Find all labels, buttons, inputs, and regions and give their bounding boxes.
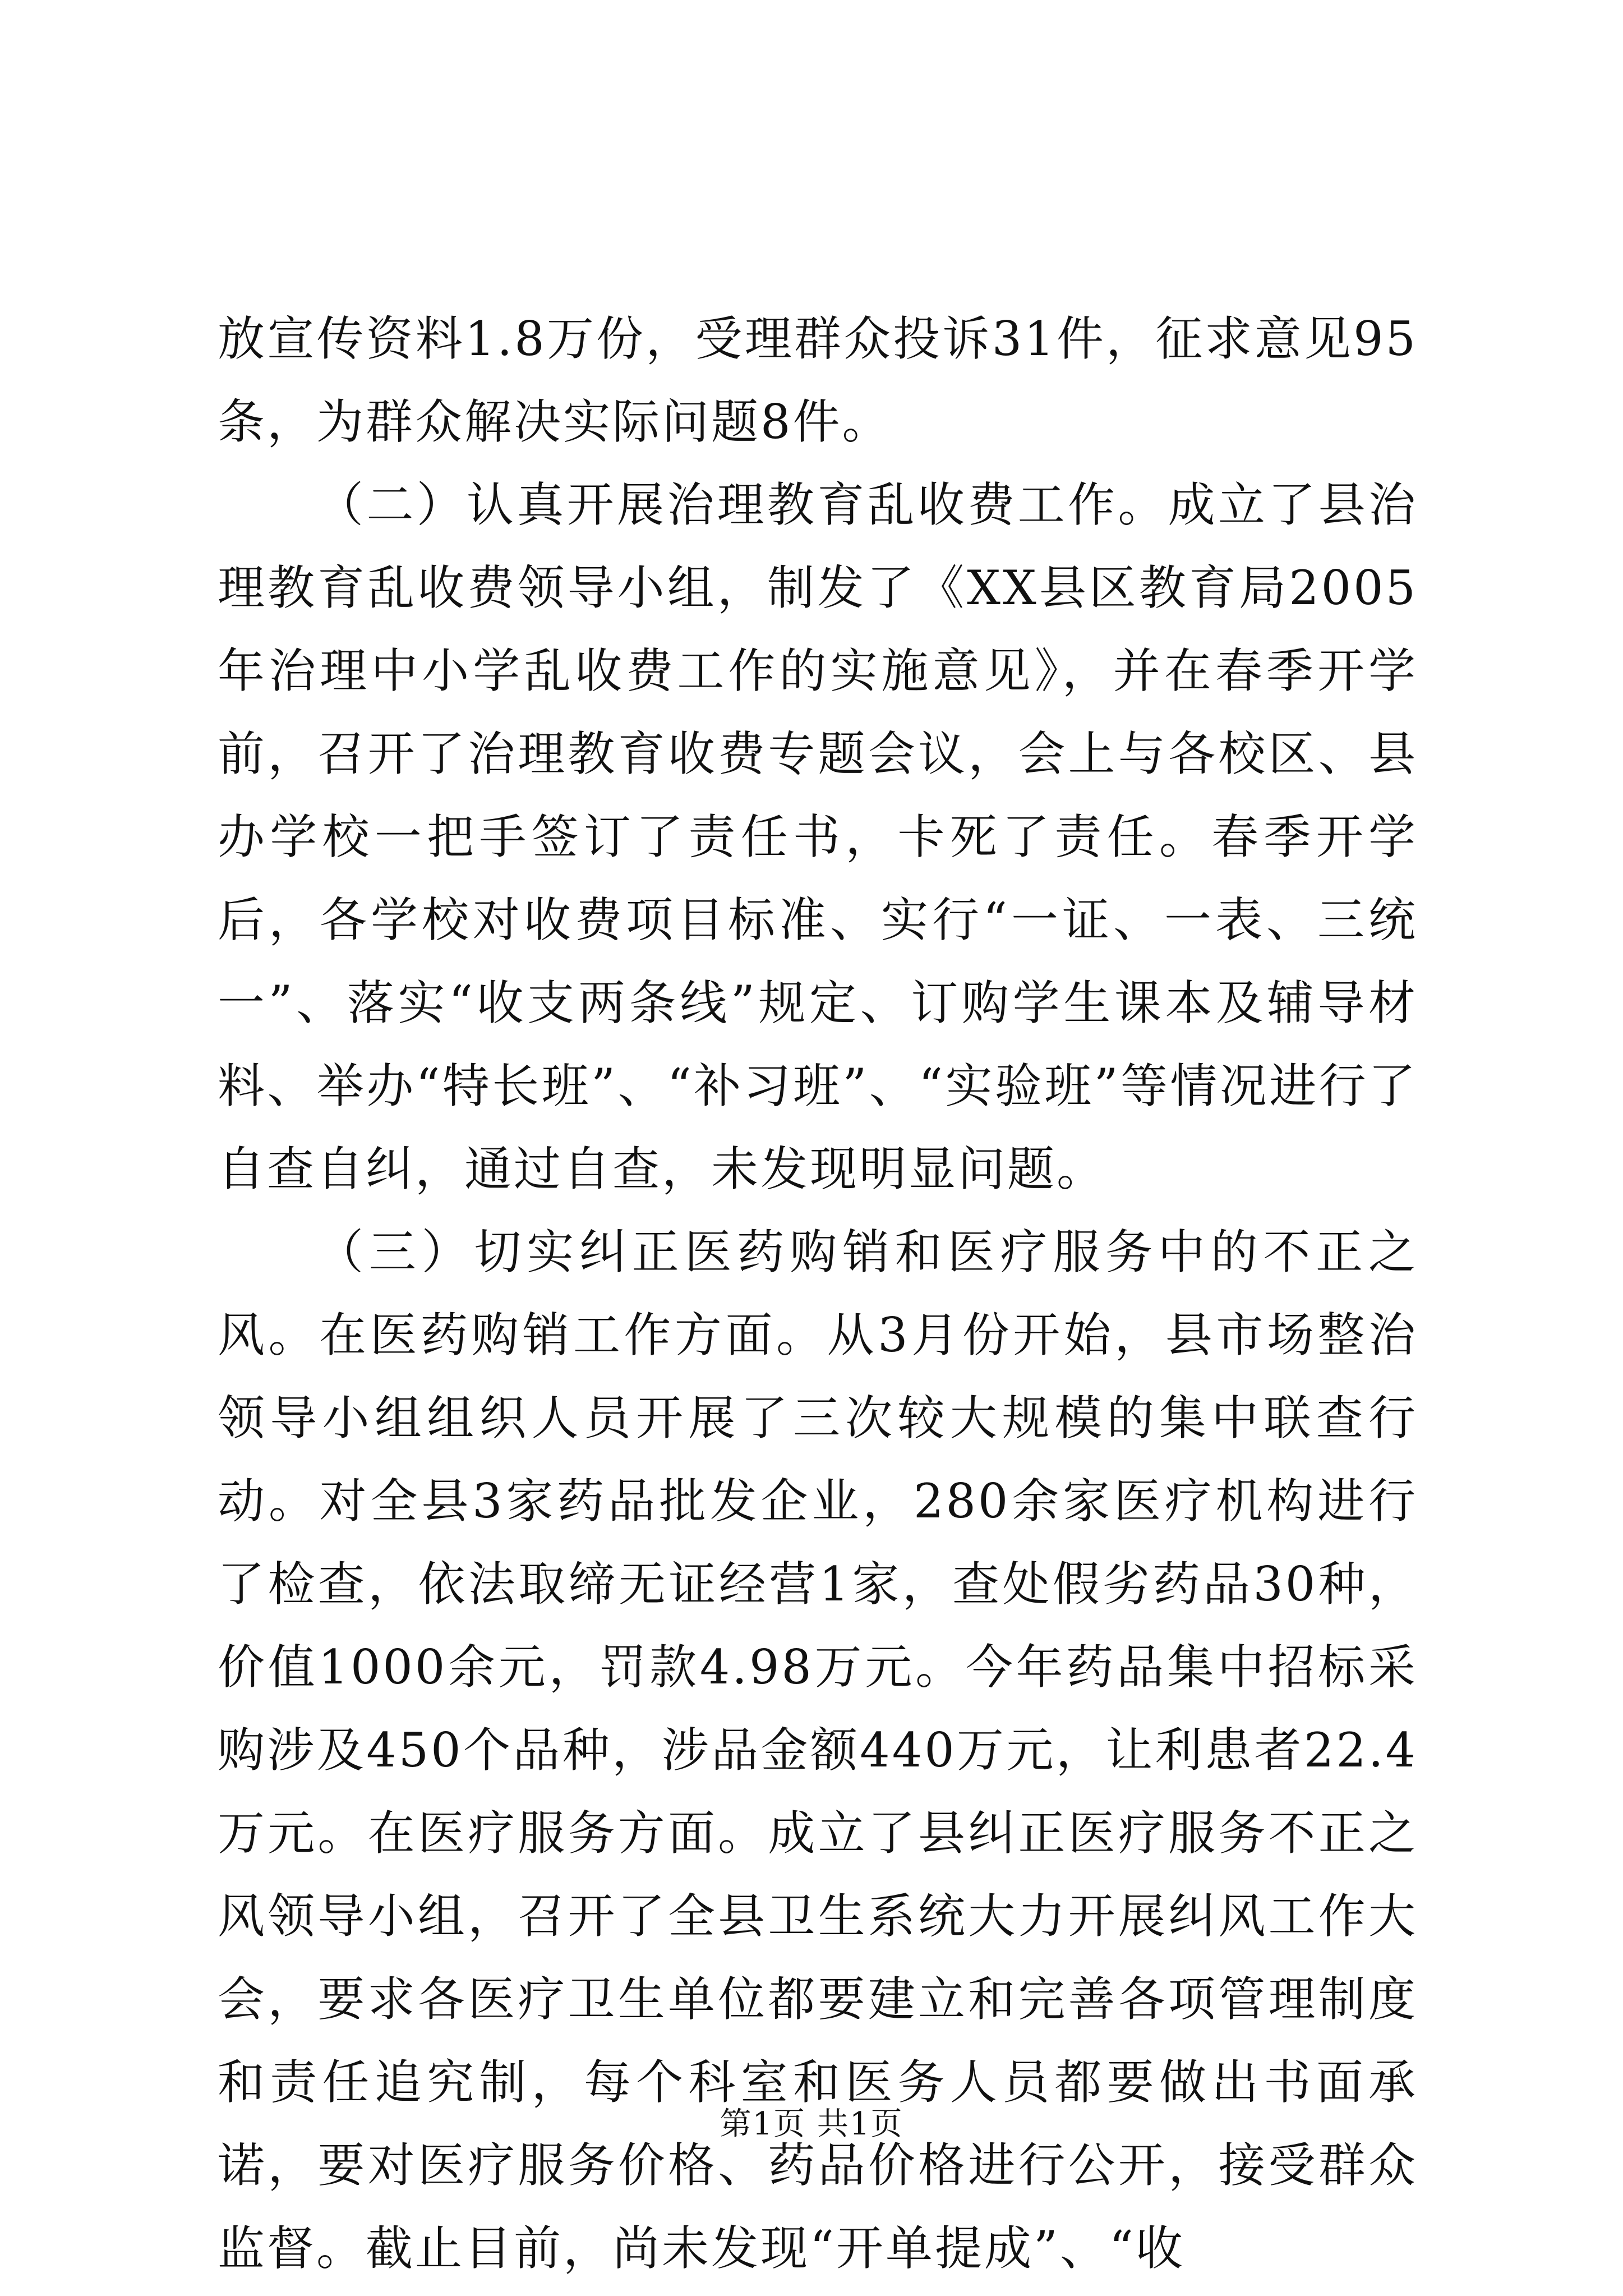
paragraph-medical-services: （三）切实纠正医药购销和医疗服务中的不正之风。在医药购销工作方面。从3月份开始，县市场整治领导小组组织人员开展了三次较大规模的集中联查行动。对全县3家药品批发企业，280余家医疗机构进行了检查，依法取缔无证经营1家，查处假劣药品30种，价值1000余元，罚款4.98万元。今年药品集中招标采购涉及450个品种，涉品金额440万元，让利患者22.4万元。在医疗服务方面。成立了县纠正医疗服务不正之风领导小组，召开了全县卫生系统大力开展纠风工作大会，要求各医疗卫生单位都要建立和完善各项管理制度和责任追究制，每个科室和医务人员都要做出书面承诺，要对医疗服务价格、药品价格进行公开，接受群众监督。截止目前，尚未发现“开单提成”、“收 (218, 1225, 1418, 2276)
paragraph-education-fees: （二）认真开展治理教育乱收费工作。成立了县治理教育乱收费领导小组，制发了《XX县区教育局2005年治理中小学乱收费工作的实施意见》，并在春季开学前，召开了治理教育收费专题会议，会上与各校区、县办学校一把手签订了责任书，卡死了责任。春季开学后，各学校对收费项目标准、实行“一证、一表、三统一”、落实“收支两条线”规定、订购学生课本及辅导材料、举办“特长班”、“补习班”、“实验班”等情况进行了自查自纠，通过自查，未发现明显问题。 (218, 477, 1418, 1197)
page-footer: 第1页 共1页 (720, 2106, 903, 2142)
paragraph-continuation: 放宣传资料1.8万份，受理群众投诉31件，征求意见95条，为群众解决实际问题8件。 (218, 311, 1418, 449)
document-body (218, 297, 1418, 2290)
